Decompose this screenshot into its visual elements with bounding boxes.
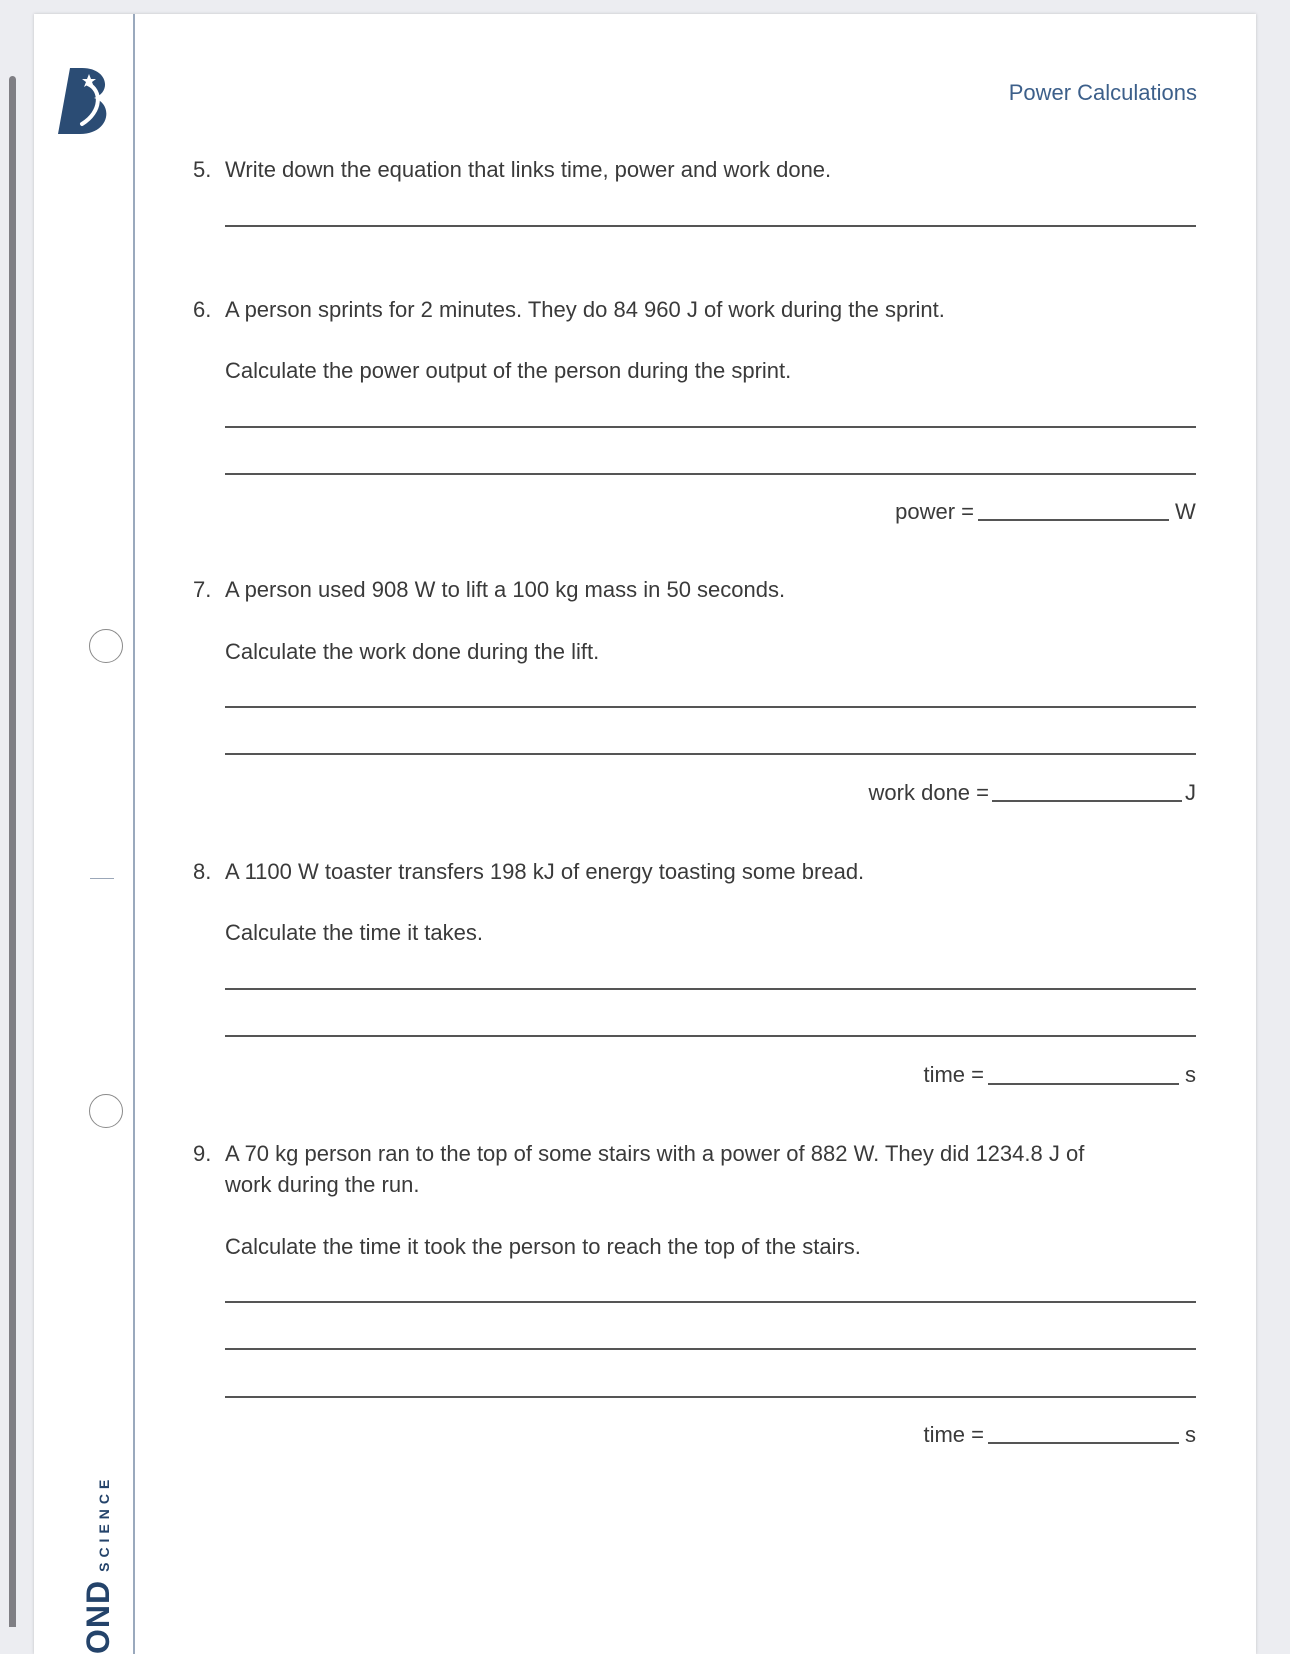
question-8-text: A 1100 W toaster transfers 198 kJ of energy toasting some bread.: [225, 859, 865, 884]
working-line[interactable]: [225, 1396, 1196, 1398]
fold-mark: [90, 878, 114, 879]
punch-hole: [89, 629, 123, 663]
question-6-text: A person sprints for 2 minutes. They do 84 960 J of work during the sprint.: [225, 297, 945, 322]
question-9-text-line-2: work during the run.: [225, 1172, 420, 1197]
question-7-text: A person used 908 W to lift a 100 kg mass in 50 seconds.: [225, 577, 786, 602]
answer-field-time[interactable]: [988, 1083, 1179, 1085]
working-line[interactable]: [225, 473, 1196, 475]
answer-field-time[interactable]: [988, 1442, 1179, 1444]
question-5-text: Write down the equation that links time, power and work done.: [225, 157, 832, 182]
answer-label-time: time =: [923, 1062, 984, 1087]
working-line[interactable]: [225, 1348, 1196, 1350]
answer-line[interactable]: [225, 225, 1196, 227]
margin-line: [133, 14, 135, 1654]
question-9-instruction: Calculate the time it took the person to reach the top of the stairs.: [225, 1234, 861, 1259]
page-scrollbar[interactable]: [9, 76, 16, 1627]
answer-unit-time: s: [1185, 1422, 1196, 1447]
working-line[interactable]: [225, 1035, 1196, 1037]
working-line[interactable]: [225, 1301, 1196, 1303]
question-8-instruction: Calculate the time it takes.: [225, 920, 484, 945]
working-line[interactable]: [225, 753, 1196, 755]
worksheet-page: [34, 14, 1256, 1654]
question-8-number: 8.: [193, 859, 212, 884]
brand-vertical-text: [80, 1475, 117, 1654]
question-6-number: 6.: [193, 297, 212, 322]
working-line[interactable]: [225, 988, 1196, 990]
question-6-instruction: Calculate the power output of the person during the sprint.: [225, 358, 792, 383]
answer-unit-time: s: [1185, 1062, 1196, 1087]
working-line[interactable]: [225, 706, 1196, 708]
question-5-number: 5.: [193, 157, 212, 182]
publisher-logo: [56, 54, 112, 138]
brand-main: OND: [80, 1579, 116, 1654]
answer-label-time: time =: [923, 1422, 984, 1447]
brand-sub: SCIENCE: [96, 1474, 112, 1572]
answer-label-power: power =: [895, 499, 974, 524]
answer-label-work-done: work done =: [868, 780, 989, 805]
question-9-text-line-1: A 70 kg person ran to the top of some stairs with a power of 882 W. They did 1234.8 J of: [225, 1141, 1085, 1166]
question-7-number: 7.: [193, 577, 212, 602]
question-9-number: 9.: [193, 1141, 212, 1166]
answer-field-work-done[interactable]: [992, 800, 1182, 802]
question-7-instruction: Calculate the work done during the lift.: [225, 639, 600, 664]
answer-unit-work-done: J: [1185, 780, 1196, 805]
page-title: Power Calculations: [1008, 80, 1197, 105]
working-line[interactable]: [225, 426, 1196, 428]
punch-hole: [89, 1094, 123, 1128]
answer-unit-power: W: [1175, 499, 1196, 524]
answer-field-power[interactable]: [978, 519, 1169, 521]
